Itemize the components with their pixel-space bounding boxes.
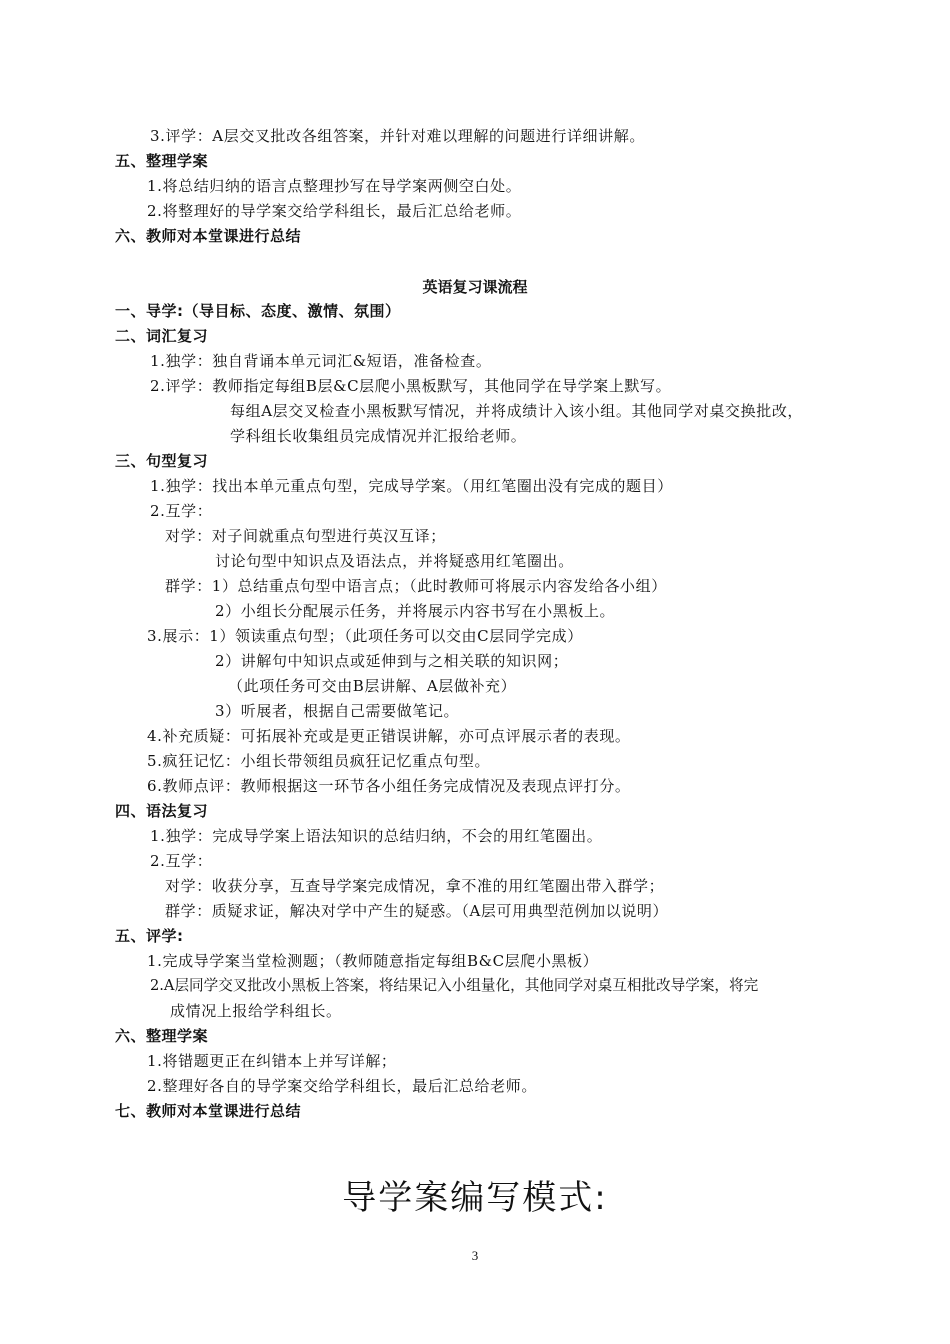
section-heading: 五、整理学案 xyxy=(115,152,209,170)
text-line: 对学：收获分享，互查导学案完成情况，拿不准的用红笔圈出带入群学； xyxy=(165,877,665,895)
text-line: 每组A层交叉检查小黑板默写情况，并将成绩计入该小组。其他同学对桌交换批改， xyxy=(230,402,804,420)
text-line: 2）小组长分配展示任务，并将展示内容书写在小黑板上。 xyxy=(215,602,616,620)
text-line: 2.评学：教师指定每组B层&C层爬小黑板默写，其他同学在导学案上默写。 xyxy=(150,377,672,395)
section-heading: 六、教师对本堂课进行总结 xyxy=(115,227,302,245)
text-line: 4.补充质疑：可拓展补充或是更正错误讲解，亦可点评展示者的表现。 xyxy=(147,727,631,745)
section-heading: 二、词汇复习 xyxy=(115,327,209,345)
text-line: 2.将整理好的导学案交给学科组长，最后汇总给老师。 xyxy=(147,202,522,220)
text-line: 2）讲解句中知识点或延伸到与之相关联的知识网； xyxy=(215,652,569,670)
text-line: 1.完成导学案当堂检测题；（教师随意指定每组B&C层爬小黑板） xyxy=(147,952,599,970)
text-line: 群学：质疑求证，解决对学中产生的疑惑。（A层可用典型范例加以说明） xyxy=(165,902,669,920)
section-heading: 七、教师对本堂课进行总结 xyxy=(115,1102,302,1120)
page-number: 3 xyxy=(471,1248,479,1263)
text-line: 2.A层同学交叉批改小黑板上答案，将结果记入小组量化，其他同学对桌互相批改导学案，将完 xyxy=(150,977,759,994)
text-line: 学科组长收集组员完成情况并汇报给老师。 xyxy=(230,427,527,445)
text-line: 群学：1）总结重点句型中语言点；（此时教师可将展示内容发给各小组） xyxy=(165,577,667,595)
big-title: 导学案编写模式: xyxy=(342,1178,608,1218)
text-line: 讨论句型中知识点及语法点，并将疑惑用红笔圈出。 xyxy=(215,552,574,570)
text-line: 1.独学：找出本单元重点句型，完成导学案。（用红笔圈出没有完成的题目） xyxy=(150,477,673,495)
text-line: 成情况上报给学科组长。 xyxy=(170,1002,342,1020)
text-line: 1.独学：独自背诵本单元词汇&短语，准备检查。 xyxy=(150,352,492,370)
section-heading: 四、语法复习 xyxy=(115,802,209,820)
text-line: 6.教师点评：教师根据这一环节各小组任务完成情况及表现点评打分。 xyxy=(147,777,631,795)
text-line: 3.评学：A层交叉批改各组答案，并针对难以理解的问题进行详细讲解。 xyxy=(150,127,645,145)
text-line: 1.将错题更正在纠错本上并写详解； xyxy=(147,1052,397,1070)
section-heading: 五、评学: xyxy=(115,927,184,945)
text-line: 5.疯狂记忆：小组长带领组员疯狂记忆重点句型。 xyxy=(147,752,491,770)
text-line: 1.将总结归纳的语言点整理抄写在导学案两侧空白处。 xyxy=(147,177,522,195)
text-line: 3）听展者，根据自己需要做笔记。 xyxy=(215,702,460,720)
text-line: 1.独学：完成导学案上语法知识的总结归纳，不会的用红笔圈出。 xyxy=(150,827,603,845)
section-heading: 六、整理学案 xyxy=(115,1027,209,1045)
section-heading: 三、句型复习 xyxy=(115,452,209,470)
text-line: 对学：对子间就重点句型进行英汉互译； xyxy=(165,527,446,545)
text-line: 2.互学： xyxy=(150,852,213,870)
document-title: 英语复习课流程 xyxy=(422,278,528,296)
text-line: （此项任务可交由B层讲解、A层做补充） xyxy=(228,677,517,695)
text-line: 2.整理好各自的导学案交给学科组长，最后汇总给老师。 xyxy=(147,1077,537,1095)
section-heading: 一、导学:（导目标、态度、激情、氛围） xyxy=(115,302,401,320)
text-line: 2.互学： xyxy=(150,502,213,520)
text-line: 3.展示：1）领读重点句型；（此项任务可以交由C层同学完成） xyxy=(147,627,583,645)
